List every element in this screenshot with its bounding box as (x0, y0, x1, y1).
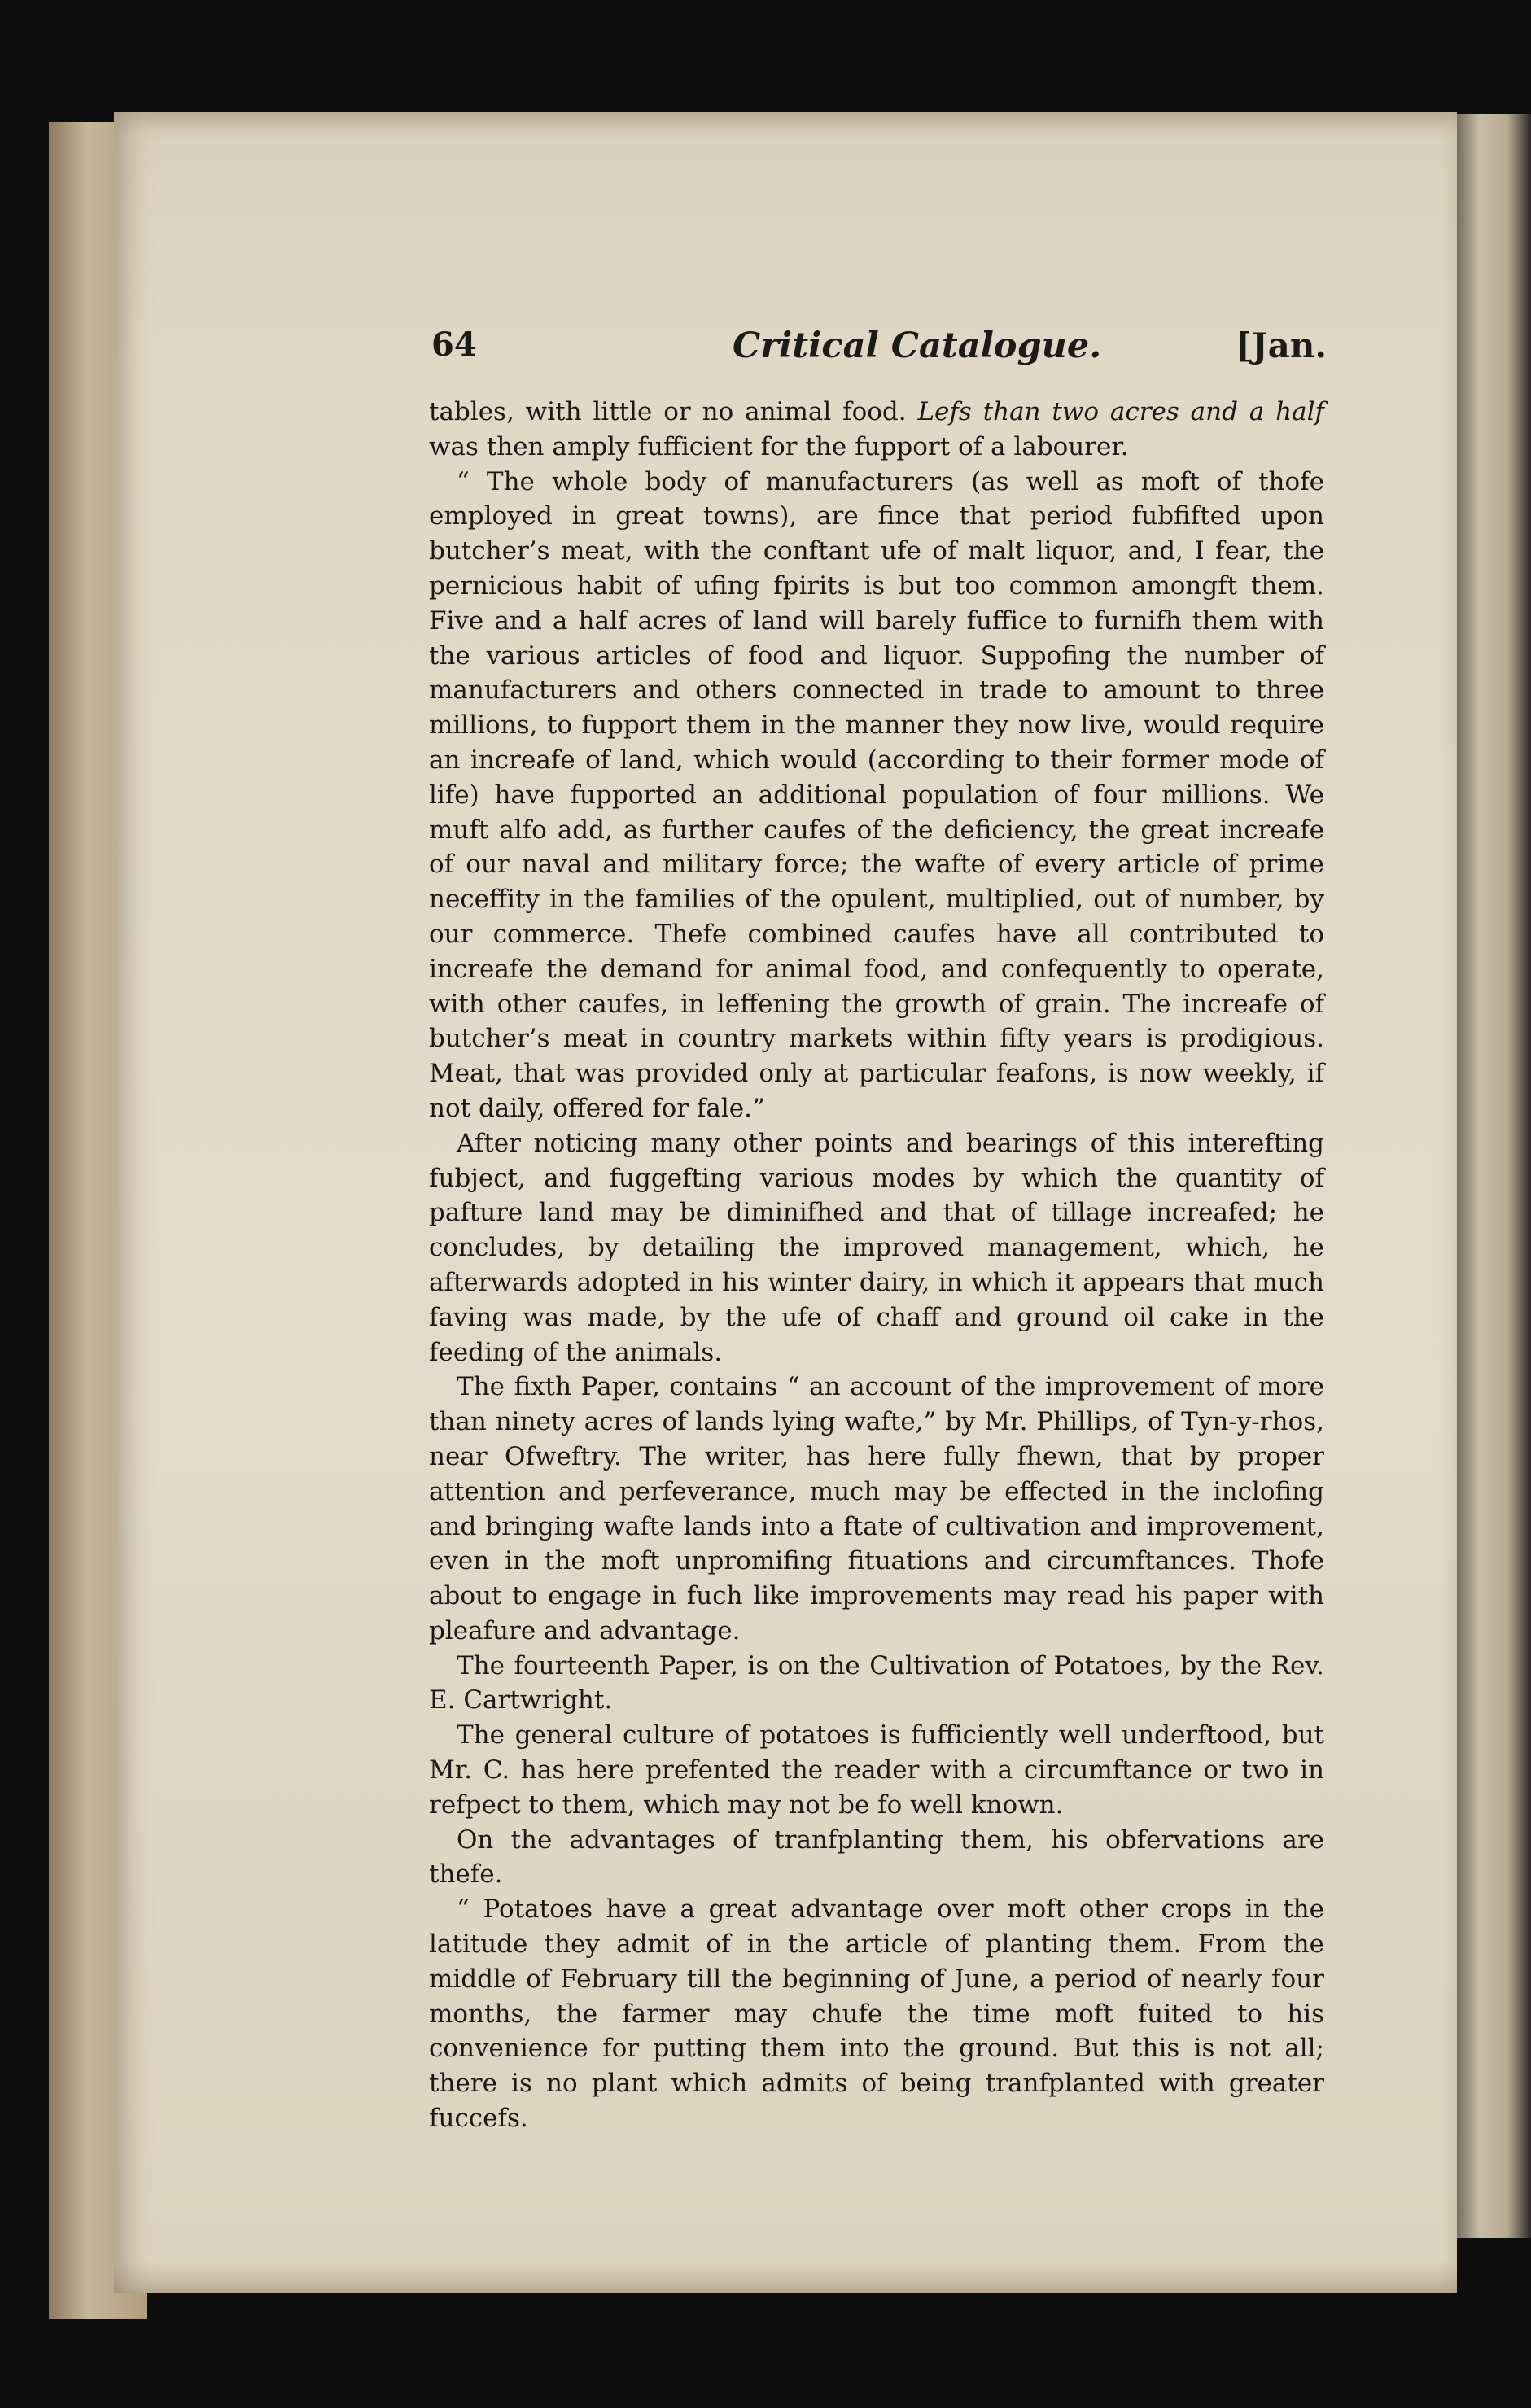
paragraph-1-end: was then amply fufficient for the fupport of a labourer. (429, 431, 1129, 461)
running-month: [Jan. (1235, 326, 1327, 365)
paragraph-1-italic: Lefs than two acres and a half (917, 397, 1324, 426)
paragraph-8: “ Potatoes have a great advantage over moft other crops in the latitude they admit of in the article of planting them. From the middle of February till the beginning of June, a period of nearly four months, the farmer may chufe the time moft fuited to his convenience for putting them into the ground. But this is not all; there is no plant which admits of being tranfplanted with greater fuccefs. (429, 1894, 1324, 2134)
paragraph-2: “ The whole body of manufacturers (as well as moft of thofe employed in great towns), are fince that period fubfifted upon butcher’s meat, with the conftant ufe of malt liquor, and, I fear, the pernicious habit of ufing fpirits is but too common amongft them. Five and a half acres of land will barely fuffice to furnifh them with the various articles of food and liquor. Suppofing the number of manufacturers and others connected in trade to amount to three millions, to fupport them in the manner they now live, would require an increafe of land, which would (according to their former mode of life) have fupported an additional population of four millions. We muft alfo add, as further caufes of the deficiency, the great increafe of our naval and military force; the wafte of every article of prime neceffity in the families of the opulent, multiplied, out of number, by our commerce. Thefe combined caufes have all contributed to increafe the demand for animal food, and confequently to operate, with other caufes, in leffening the growth of grain. The increafe of butcher’s meat in country markets within fifty years is prodigious. Meat, that was provided only at particular feafons, is now weekly, if not daily, offered for fale.” (429, 466, 1324, 1123)
paragraph-5: The fourteenth Paper, is on the Cultivation of Potatoes, by the Rev. E. Cartwright. (429, 1650, 1324, 1715)
body-text (429, 395, 1324, 2136)
paragraph-6: The general culture of potatoes is fufficiently well underftood, but Mr. C. has here prefented the reader with a circumftance or two in refpect to them, which may not be fo well known. (429, 1720, 1324, 1820)
paragraph-3: After noticing many other points and bearings of this interefting fubject, and fuggefting various modes by which the quantity of pafture land may be diminifhed and that of tillage increafed; he concludes, by detailing the improved management, which, he afterwards adopted in his winter dairy, in which it appears that much faving was made, by the ufe of chaff and ground oil cake in the feeding of the animals. (429, 1128, 1324, 1367)
page-number: 64 (431, 326, 477, 364)
paragraph-1 (429, 395, 1324, 465)
running-head (431, 326, 1327, 382)
running-title: Critical Catalogue. (733, 326, 1102, 366)
paragraph-4: The fixth Paper, contains “ an account of the improvement of more than ninety acres of lands lying wafte,” by Mr. Phillips, of Tyn-y-rhos, near Ofweftry. The writer, has here fully fhewn, that by proper attention and perfeverance, much may be effected in the inclofing and bringing wafte lands into a ftate of cultivation and improvement, even in the moft unpromifing fituations and circumftances. Thofe about to engage in fuch like improvements may read his paper with pleafure and advantage. (429, 1372, 1324, 1645)
facing-page-edge (1453, 114, 1531, 2238)
paragraph-1-text: tables, with little or no animal food. (429, 397, 907, 426)
paragraph-7: On the advantages of tranfplanting them, his obfervations are thefe. (429, 1825, 1324, 1890)
